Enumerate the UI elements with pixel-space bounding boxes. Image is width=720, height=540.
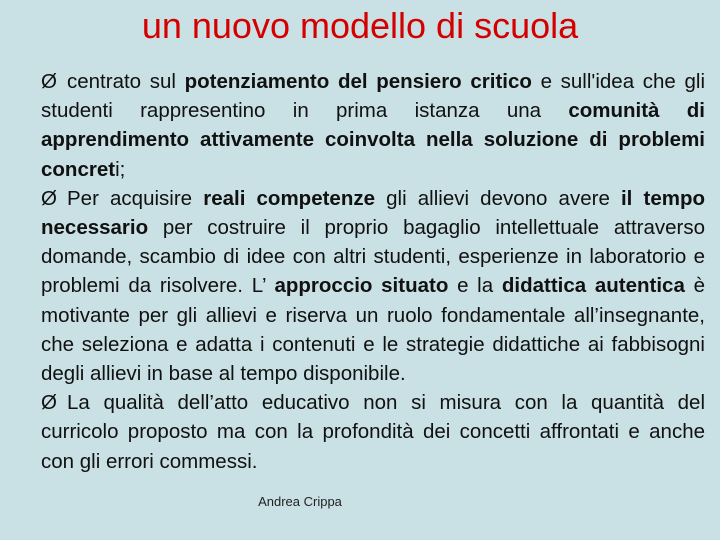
text-run: i;	[115, 157, 126, 181]
slide-title: un nuovo modello di scuola	[141, 5, 579, 46]
text-run: centrato sul	[67, 70, 185, 93]
bullet-paragraph-2	[41, 184, 705, 388]
text-run: La qualità dell’atto educativo non si misura con la quantità del curricolo proposto ma con la profondità dei concetti affrontati e anche con gli errori commessi.	[41, 391, 705, 473]
text-run: e sull'idea che gli studenti rappresentino in prima istanza una	[41, 70, 706, 123]
bullet-paragraph-1	[41, 67, 705, 184]
text-run: è motivante per gli allievi e riserva un ruolo fondamentale all’insegnante, che seleziona e adatta i contenuti e le strategie didattiche ai fabbisogni degli allievi in base al tempo disponibile.	[41, 274, 705, 386]
bold-text-run: comunità di apprendimento attivamente coinvolta nella soluzione di problemi concret	[41, 99, 705, 181]
bold-text-run: didattica autentica	[501, 274, 685, 298]
author-footer: Andrea Crippa	[258, 494, 342, 509]
bold-text-run: il tempo necessario	[41, 186, 706, 240]
arrow-bullet-icon: Ø	[41, 186, 57, 210]
arrow-bullet-icon: Ø	[41, 70, 57, 93]
bold-text-run: potenziamento del pensiero critico	[184, 70, 532, 93]
text-run: e la	[448, 274, 502, 298]
bullet-paragraph-3	[41, 388, 705, 476]
text-run: Per acquisire	[67, 186, 204, 210]
arrow-bullet-icon: Ø	[41, 391, 57, 415]
text-run: gli allievi devono avere	[375, 186, 621, 210]
text-run: per costruire il proprio bagaglio intellettuale attraverso domande, scambio di idee con altri studenti, esperienze in laboratorio e problemi da risolvere. L’	[41, 216, 705, 298]
bold-text-run: reali competenze	[203, 186, 375, 210]
bullet-list	[41, 67, 705, 476]
bold-text-run: approccio situato	[274, 274, 449, 298]
